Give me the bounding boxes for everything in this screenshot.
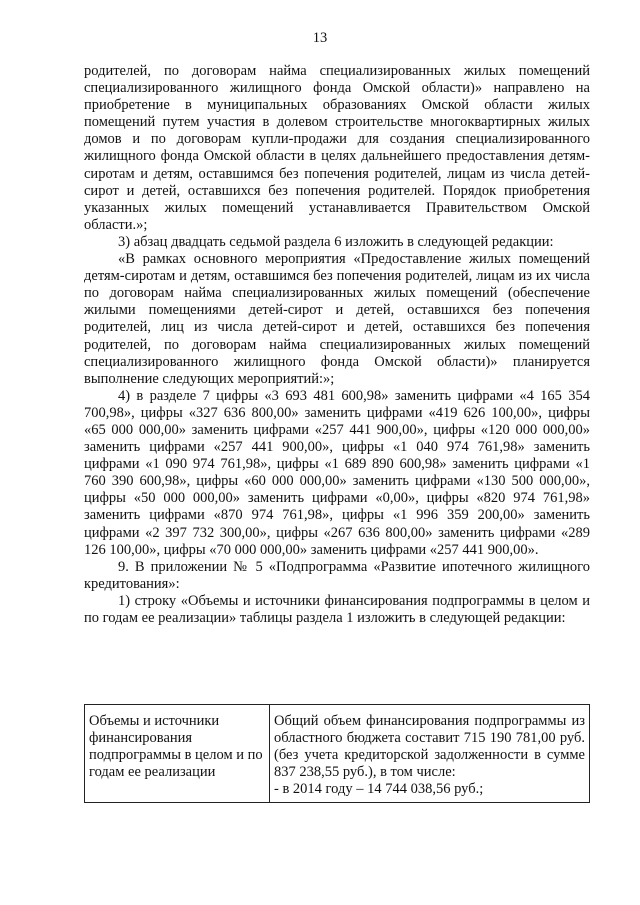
paragraph-quote: «В рамках основного мероприятия «Предоставление жилых помещений детям-сиротам и детям, оставшимся без попечения родителей, лицам из их числа по договорам найма специализированных жилых помещений (обеспечение жилыми помещениями детей-сирот и детей, оставшихся без попечения родителей, лиц из числа детей-сирот и детей, оставшихся без попечения родителей, по договорам найма специализированных жилых помещений специализированного жилищного фонда Омской области)» планируется выполнение следующих мероприятий:»;	[84, 251, 590, 387]
financing-year-item: - в 2014 году – 14 744 038,56 руб.;	[274, 781, 484, 797]
financing-total-text: Общий объем финансирования подпрограммы из областного бюджета составит 715 190 781,00 руб. (без учета кредиторской задолженности в сумме 837 238,55 руб.), в том числе:	[274, 713, 585, 780]
financing-table	[84, 704, 590, 803]
table-row	[85, 705, 590, 803]
table-left-cell: Объемы и источники финансирования подпрограммы в целом и по годам ее реализации	[85, 705, 270, 803]
paragraph-section-9: 9. В приложении № 5 «Подпрограмма «Развитие ипотечного жилищного кредитования»:	[84, 558, 590, 592]
document-body	[84, 63, 590, 627]
paragraph-item-1: 1) строку «Объемы и источники финансирования подпрограммы в целом и по годам ее реализации» таблицы раздела 1 изложить в следующей редакции:	[84, 592, 590, 626]
paragraph-item-4: 4) в разделе 7 цифры «3 693 481 600,98» заменить цифрами «4 165 354 700,98», цифры «327 636 800,00» заменить цифрами «419 626 100,00», цифры «65 000 000,00» заменить цифрами «257 441 900,00», цифры «120 000 000,00» заменить цифрами «257 441 900,00», цифры «1 040 974 761,98» заменить цифрами «1 090 974 761,98», цифры «1 689 890 600,98» заменить цифрами «1 760 390 600,98», цифры «60 000 000,00» заменить цифрами «130 500 000,00», цифры «50 000 000,00» заменить цифрами «0,00», цифры «820 974 761,98» заменить цифрами «870 974 761,98», цифры «1 996 359 200,00» заменить цифрами «2 397 732 300,00», цифры «267 636 800,00» заменить цифрами «289 126 100,00», цифры «70 000 000,00» заменить цифрами «257 441 900,00».	[84, 387, 590, 558]
paragraph-item-3: 3) абзац двадцать седьмой раздела 6 изложить в следующей редакции:	[118, 233, 554, 250]
page-number: 13	[312, 30, 328, 46]
paragraph-continuation: родителей, по договорам найма специализированных жилых помещений специализированного жилищного фонда Омской области)» направлено на приобретение в муниципальных образованиях Омской области жилых помещений путем участия в долевом строительстве многоквартирных жилых домов и по договорам купли-продажи для создания специализированного жилищного фонда Омской области в целях дальнейшего предоставления детям-сиротам и детям, оставшимся без попечения родителей, лицам из числа детей-сирот и детей, оставшихся без попечения родителей. Порядок приобретения указанных жилых помещений устанавливается Правительством Омской области.»;	[84, 63, 590, 233]
table-right-cell	[270, 705, 590, 803]
